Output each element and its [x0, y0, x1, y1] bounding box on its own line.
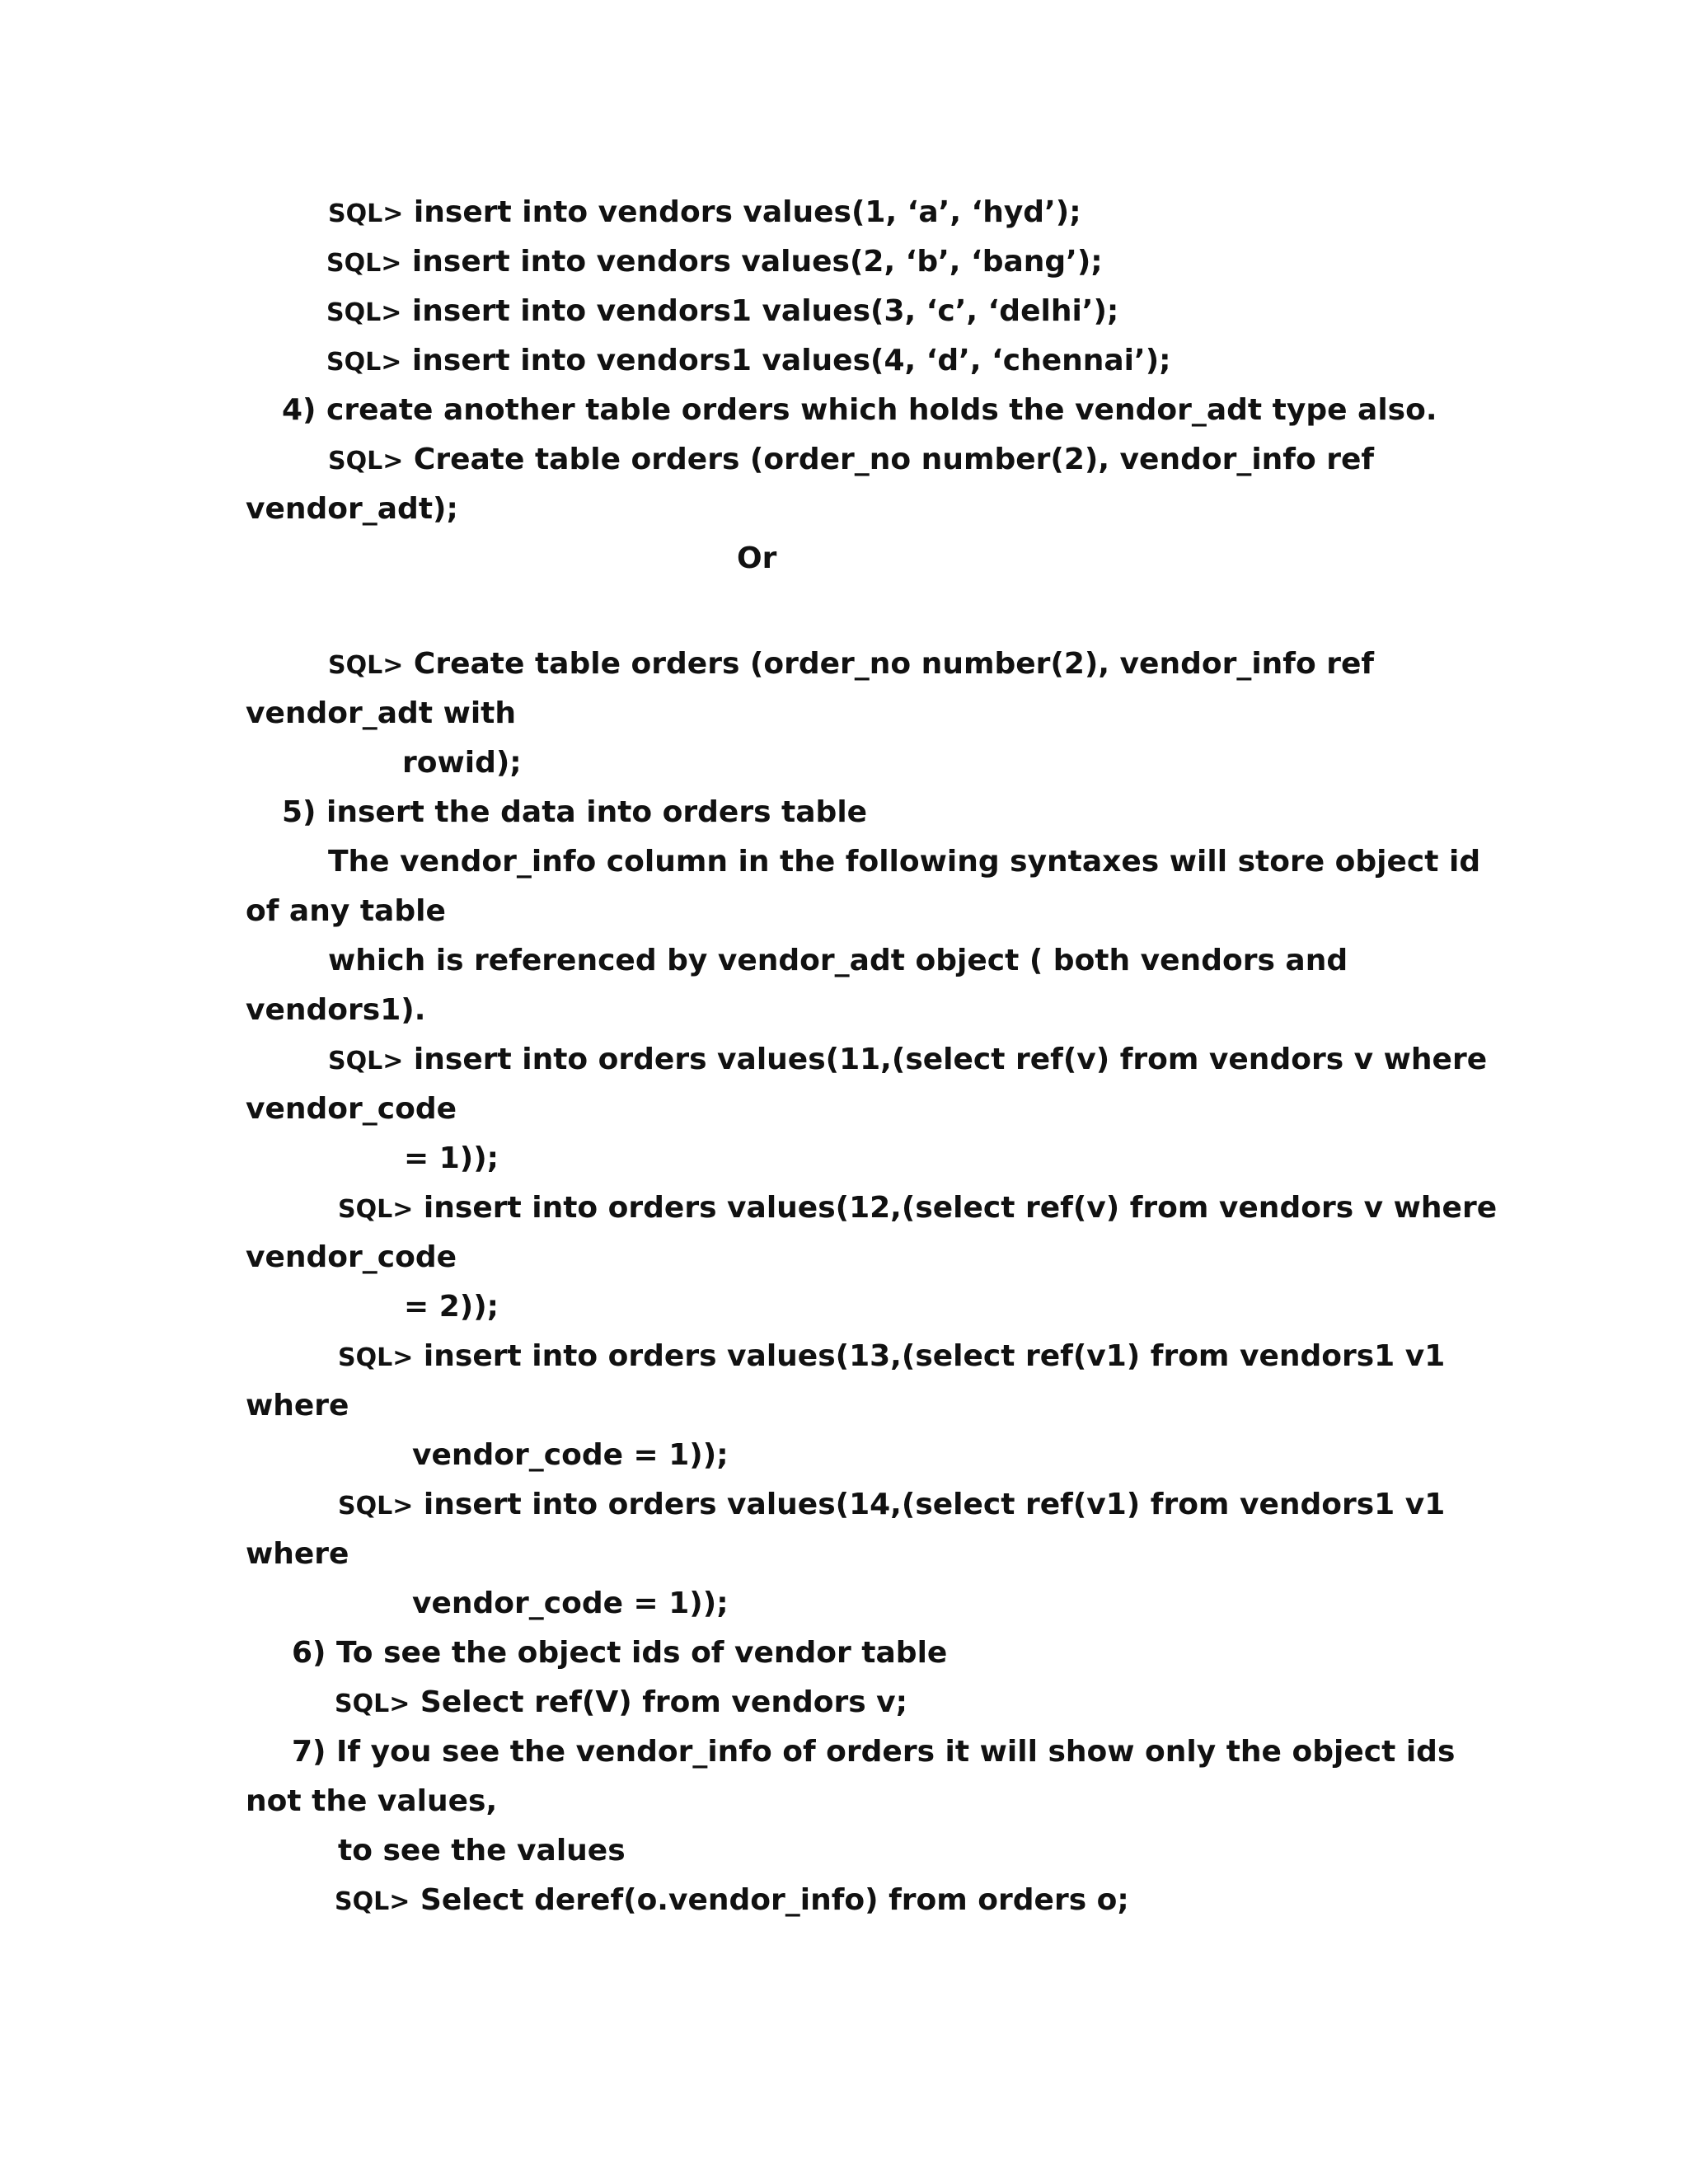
sql-line-3 [326, 293, 1118, 331]
paragraph-line: The vendor_info column in the following syntaxes will store object id [328, 845, 1481, 879]
paragraph-line: to see the values [338, 1834, 626, 1868]
paragraph-line: vendors1). [246, 993, 426, 1027]
sql-prompt: SQL> [338, 1492, 414, 1521]
sql-prompt: SQL> [335, 1887, 410, 1916]
sql-prompt: SQL> [328, 199, 404, 228]
sql-prompt: SQL> [338, 1343, 414, 1372]
continuation-line: vendor_adt); [246, 492, 458, 526]
line-text: Create table orders (order_no number(2), vendor_info ref [413, 443, 1375, 476]
sql-line-6 [328, 646, 1374, 684]
step-7-heading: 7) If you see the vendor_info of orders it will show only the object ids [292, 1735, 1456, 1769]
step-4-heading: 4) create another table orders which holds the vendor_adt type also. [282, 393, 1437, 427]
continuation-line: vendor_adt with [246, 696, 517, 730]
or-separator: Or [737, 541, 777, 575]
sql-line-12 [335, 1882, 1129, 1920]
sql-line-4 [326, 343, 1171, 381]
sql-line-11 [335, 1685, 907, 1722]
sql-prompt: SQL> [328, 447, 404, 476]
continuation-line: where [246, 1537, 349, 1571]
continuation-line: = 2)); [404, 1290, 499, 1324]
continuation-line: rowid); [402, 746, 522, 780]
sql-line-5 [328, 442, 1374, 480]
sql-prompt: SQL> [335, 1690, 410, 1718]
sql-prompt: SQL> [328, 1047, 404, 1076]
step-6-heading: 6) To see the object ids of vendor table [292, 1636, 948, 1670]
paragraph-line: not the values, [246, 1784, 498, 1818]
sql-prompt: SQL> [328, 651, 404, 680]
line-text: insert into orders values(11,(select ref(v) from vendors v where [413, 1043, 1488, 1076]
line-text: Create table orders (order_no number(2), vendor_info ref [413, 647, 1375, 681]
sql-prompt: SQL> [338, 1195, 414, 1224]
continuation-line: where [246, 1389, 349, 1422]
step-5-heading: 5) insert the data into orders table [282, 795, 868, 829]
paragraph-line: which is referenced by vendor_adt object ( both vendors and [328, 944, 1348, 977]
continuation-line: vendor_code [246, 1240, 457, 1274]
sql-line-10 [338, 1487, 1445, 1525]
sql-line-7 [328, 1042, 1487, 1080]
line-text: insert into orders values(14,(select ref(v1) from vendors1 v1 [423, 1488, 1446, 1521]
sql-line-1 [328, 194, 1081, 232]
sql-line-2 [326, 244, 1103, 282]
continuation-line: = 1)); [404, 1141, 499, 1175]
sql-prompt: SQL> [326, 298, 402, 327]
continuation-line: vendor_code = 1)); [412, 1438, 729, 1472]
line-text: insert into vendors values(2, ‘b’, ‘bang’); [411, 245, 1103, 279]
sql-line-9 [338, 1338, 1445, 1376]
paragraph-line: of any table [246, 894, 446, 928]
sql-line-8 [338, 1190, 1497, 1228]
line-text: Select ref(V) from vendors v; [420, 1685, 908, 1719]
line-text: insert into vendors1 values(4, ‘d’, ‘chennai’); [411, 344, 1171, 377]
continuation-line: vendor_code = 1)); [412, 1586, 729, 1620]
line-text: insert into vendors values(1, ‘a’, ‘hyd’); [413, 195, 1081, 229]
line-text: insert into orders values(13,(select ref(v1) from vendors1 v1 [423, 1339, 1446, 1373]
line-text: Select deref(o.vendor_info) from orders o; [420, 1883, 1129, 1917]
line-text: insert into orders values(12,(select ref(v) from vendors v where [423, 1191, 1498, 1225]
continuation-line: vendor_code [246, 1092, 457, 1126]
line-text: insert into vendors1 values(3, ‘c’, ‘delhi’); [411, 294, 1119, 328]
sql-prompt: SQL> [326, 348, 402, 377]
sql-prompt: SQL> [326, 249, 402, 278]
